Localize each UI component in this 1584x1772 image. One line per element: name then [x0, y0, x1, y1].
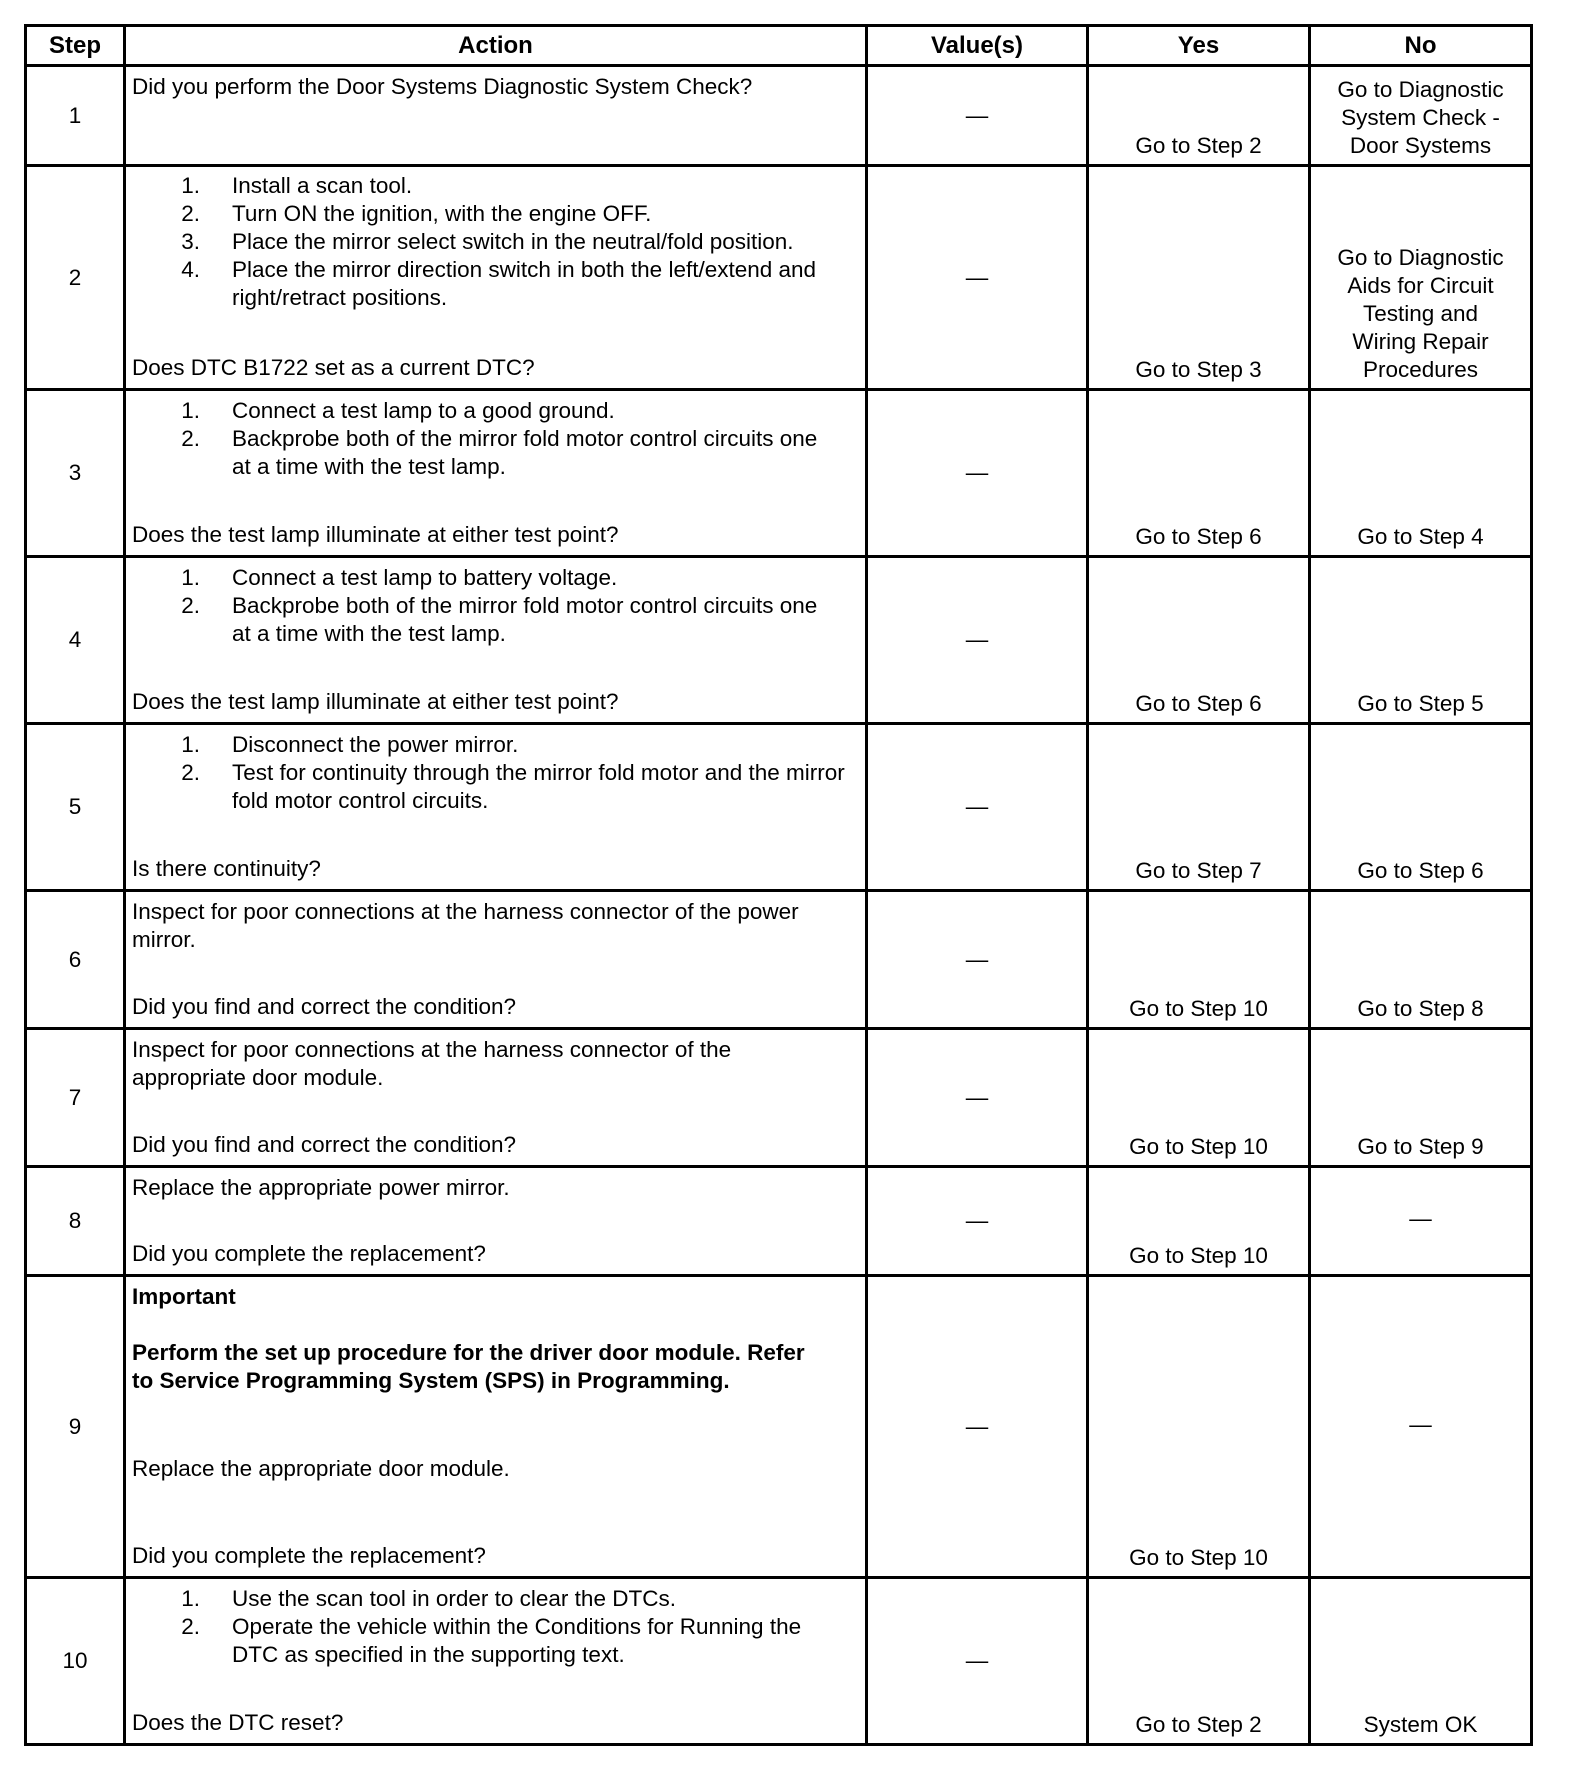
list-item: 2. Turn ON the ignition, with the engine OFF.	[181, 201, 652, 226]
action-text: Did you perform the Door Systems Diagnostic System Check?	[132, 74, 753, 99]
table-row	[26, 166, 1532, 390]
important-text: Perform the set up procedure for the driver door module. Refer to Service Programming System (SPS) in Programming.	[132, 1340, 805, 1393]
diagnostic-table	[24, 24, 1533, 1746]
action-question: Did you complete the replacement?	[132, 1241, 486, 1266]
header-yes: Yes	[1088, 26, 1310, 66]
no-cell: —	[1310, 1167, 1532, 1276]
table-row	[26, 390, 1532, 557]
instruction-list	[132, 397, 859, 481]
list-item: 2. Backprobe both of the mirror fold motor control circuits one at a time with the test lamp.	[181, 593, 818, 646]
step-number: 10	[26, 1578, 125, 1745]
header-no: No	[1310, 26, 1532, 66]
yes-cell: Go to Step 10	[1088, 1029, 1310, 1167]
step-number: 2	[26, 166, 125, 390]
list-item: 1. Connect a test lamp to a good ground.	[181, 398, 615, 423]
step-number: 6	[26, 891, 125, 1029]
no-cell: —	[1310, 1276, 1532, 1578]
value-cell: —	[867, 1276, 1088, 1578]
list-item: 1. Use the scan tool in order to clear the DTCs.	[181, 1586, 676, 1611]
value-cell: —	[867, 66, 1088, 166]
yes-cell: Go to Step 10	[1088, 1167, 1310, 1276]
action-cell	[125, 1276, 867, 1578]
action-cell	[125, 390, 867, 557]
action-text: Inspect for poor connections at the harness connector of the power mirror.	[132, 899, 799, 952]
action-text: Replace the appropriate power mirror.	[132, 1175, 510, 1200]
list-item: 1. Disconnect the power mirror.	[181, 732, 519, 757]
action-text: Inspect for poor connections at the harness connector of the appropriate door module.	[132, 1037, 732, 1090]
yes-cell: Go to Step 2	[1088, 66, 1310, 166]
action-cell	[125, 891, 867, 1029]
action-cell	[125, 557, 867, 724]
value-cell: —	[867, 891, 1088, 1029]
step-number: 1	[26, 66, 125, 166]
table-row	[26, 1578, 1532, 1745]
yes-cell: Go to Step 7	[1088, 724, 1310, 891]
action-question: Does the test lamp illuminate at either test point?	[132, 522, 619, 547]
action-cell	[125, 1029, 867, 1167]
yes-cell: Go to Step 2	[1088, 1578, 1310, 1745]
step-number: 7	[26, 1029, 125, 1167]
step-number: 3	[26, 390, 125, 557]
value-cell: —	[867, 724, 1088, 891]
instruction-list	[132, 172, 859, 312]
step-number: 9	[26, 1276, 125, 1578]
list-item: 4. Place the mirror direction switch in both the left/extend and right/retract positions.	[181, 257, 817, 310]
value-cell: —	[867, 1578, 1088, 1745]
list-item: 2. Test for continuity through the mirror fold motor and the mirror fold motor control circuits.	[181, 760, 845, 813]
list-item: 2. Backprobe both of the mirror fold motor control circuits one at a time with the test lamp.	[181, 426, 818, 479]
action-cell	[125, 66, 867, 166]
table-row	[26, 891, 1532, 1029]
value-cell: —	[867, 557, 1088, 724]
value-cell: —	[867, 390, 1088, 557]
no-cell: Go to Step 8	[1310, 891, 1532, 1029]
action-question: Is there continuity?	[132, 856, 321, 881]
important-note	[132, 1283, 859, 1395]
yes-cell: Go to Step 10	[1088, 1276, 1310, 1578]
list-item: 3. Place the mirror select switch in the neutral/fold position.	[181, 229, 794, 254]
instruction-list	[132, 731, 859, 815]
step-number: 5	[26, 724, 125, 891]
action-cell	[125, 1578, 867, 1745]
table-row	[26, 1167, 1532, 1276]
table-row	[26, 66, 1532, 166]
action-cell	[125, 1167, 867, 1276]
yes-cell: Go to Step 3	[1088, 166, 1310, 390]
list-item: 1. Install a scan tool.	[181, 173, 413, 198]
header-step: Step	[26, 26, 125, 66]
action-question: Did you find and correct the condition?	[132, 994, 516, 1019]
table-row	[26, 724, 1532, 891]
step-number: 8	[26, 1167, 125, 1276]
action-question: Does DTC B1722 set as a current DTC?	[132, 355, 535, 380]
header-row	[26, 26, 1532, 66]
value-cell: —	[867, 166, 1088, 390]
value-cell: —	[867, 1029, 1088, 1167]
no-cell: Go to Step 6	[1310, 724, 1532, 891]
yes-cell: Go to Step 6	[1088, 390, 1310, 557]
table-row	[26, 1029, 1532, 1167]
instruction-list	[132, 564, 859, 648]
list-item: 2. Operate the vehicle within the Conditions for Running the DTC as specified in the supporting text.	[181, 1614, 802, 1667]
yes-cell: Go to Step 10	[1088, 891, 1310, 1029]
no-cell: System OK	[1310, 1578, 1532, 1745]
no-cell: Go to Step 4	[1310, 390, 1532, 557]
action-question: Does the test lamp illuminate at either test point?	[132, 689, 619, 714]
action-question: Does the DTC reset?	[132, 1710, 344, 1735]
table-row	[26, 1276, 1532, 1578]
table-row	[26, 557, 1532, 724]
list-item: 1. Connect a test lamp to battery voltage.	[181, 565, 618, 590]
action-cell	[125, 724, 867, 891]
step-number: 4	[26, 557, 125, 724]
yes-cell: Go to Step 6	[1088, 557, 1310, 724]
action-question: Did you find and correct the condition?	[132, 1132, 516, 1157]
action-cell	[125, 166, 867, 390]
important-label: Important	[132, 1284, 236, 1309]
no-cell: Go to Diagnostic System Check - Door Systems	[1310, 66, 1532, 166]
header-values: Value(s)	[867, 26, 1088, 66]
value-cell: —	[867, 1167, 1088, 1276]
no-cell: Go to Step 5	[1310, 557, 1532, 724]
instruction-list	[132, 1585, 859, 1669]
no-cell: Go to Diagnostic Aids for Circuit Testing and Wiring Repair Procedures	[1310, 166, 1532, 390]
header-action: Action	[125, 26, 867, 66]
action-question: Did you complete the replacement?	[132, 1543, 486, 1568]
action-text: Replace the appropriate door module.	[132, 1455, 510, 1481]
no-cell: Go to Step 9	[1310, 1029, 1532, 1167]
